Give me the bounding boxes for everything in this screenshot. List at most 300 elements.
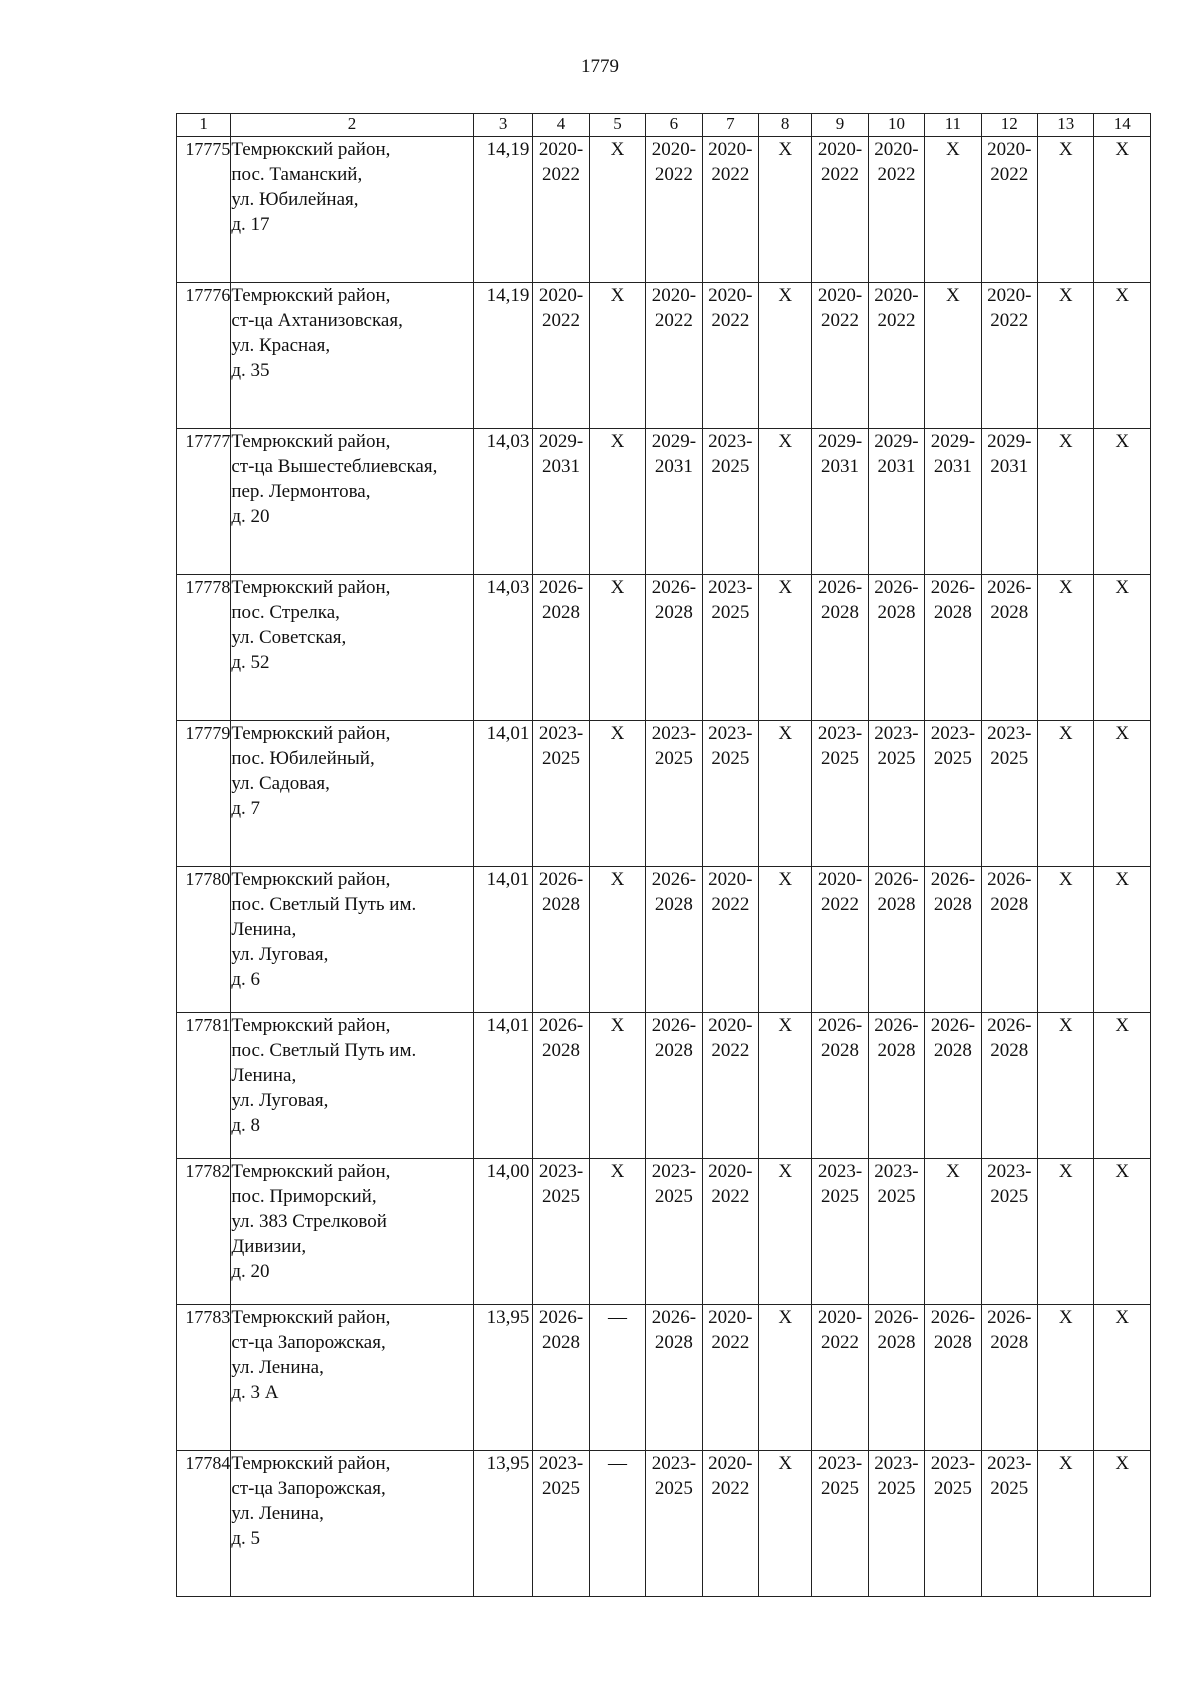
period-value: 2026- — [987, 869, 1032, 890]
period-value: 2026- — [651, 869, 697, 890]
period-value: Х — [1115, 1015, 1130, 1036]
address-line: пос. Приморский, — [231, 1186, 377, 1207]
row-number: 17784 — [177, 1451, 231, 1597]
table-row — [177, 1159, 1151, 1305]
period-value: Х — [610, 869, 625, 890]
period-cell-col-11 — [925, 429, 981, 575]
period-value: 2022 — [654, 164, 693, 185]
period-cell-col-6 — [646, 721, 702, 867]
address-line: ул. Ленина, — [231, 1503, 324, 1524]
period-cell-col-12 — [981, 1159, 1037, 1305]
period-value: 2022 — [542, 310, 581, 331]
period-value: 2028 — [654, 894, 693, 915]
address-line: ул. Садовая, — [231, 773, 330, 794]
area-cell: 13,95 — [473, 1305, 533, 1451]
area-cell: 14,01 — [473, 721, 533, 867]
row-number: 17779 — [177, 721, 231, 867]
period-value: Х — [1058, 1453, 1073, 1474]
period-cell-col-5 — [589, 137, 645, 283]
period-cell-col-9 — [812, 1013, 868, 1159]
period-value: Х — [778, 723, 793, 744]
period-value: 2026- — [930, 1015, 976, 1036]
address-cell — [231, 1305, 473, 1451]
period-value: 2031 — [654, 456, 693, 477]
period-cell-col-8 — [759, 1305, 812, 1451]
period-cell-col-6 — [646, 867, 702, 1013]
period-cell-col-5 — [589, 1305, 645, 1451]
row-number: 17775 — [177, 137, 231, 283]
area-cell: 14,03 — [473, 429, 533, 575]
address-line: ул. Советская, — [231, 627, 347, 648]
row-number: 17777 — [177, 429, 231, 575]
column-header-13: 13 — [1038, 114, 1094, 137]
address-line: ст-ца Вышестеблиевская, — [231, 456, 438, 477]
period-cell-col-5 — [589, 1159, 645, 1305]
period-cell-col-9 — [812, 1451, 868, 1597]
period-value: 2022 — [542, 164, 581, 185]
period-value: 2020- — [708, 869, 753, 890]
address-line: Темрюкский район, — [231, 869, 391, 890]
area-cell: 14,03 — [473, 575, 533, 721]
period-value: 2028 — [542, 1040, 581, 1061]
period-value: Х — [778, 1307, 793, 1328]
period-value: 2022 — [654, 310, 693, 331]
period-value: 2023- — [930, 1453, 976, 1474]
column-header-4: 4 — [533, 114, 589, 137]
period-cell-col-12 — [981, 429, 1037, 575]
period-value: 2026- — [930, 869, 976, 890]
period-cell-col-8 — [759, 1451, 812, 1597]
period-cell-col-8 — [759, 283, 812, 429]
period-value: 2031 — [877, 456, 916, 477]
row-number: 17778 — [177, 575, 231, 721]
period-cell-col-7 — [702, 1159, 758, 1305]
period-cell-col-5 — [589, 575, 645, 721]
period-cell-col-6 — [646, 429, 702, 575]
period-value: 2025 — [711, 602, 750, 623]
period-value: 2026- — [538, 1015, 584, 1036]
period-value: 2020- — [874, 285, 919, 306]
period-value: 2025 — [990, 748, 1029, 769]
period-cell-col-12 — [981, 575, 1037, 721]
period-value: 2026- — [817, 1015, 863, 1036]
header-row — [177, 114, 1151, 137]
period-cell-col-10 — [868, 867, 924, 1013]
period-cell-col-7 — [702, 575, 758, 721]
period-cell-col-13 — [1038, 1451, 1094, 1597]
address-line: пос. Светлый Путь им. — [231, 894, 417, 915]
period-value: Х — [1115, 1307, 1130, 1328]
address-cell — [231, 1159, 473, 1305]
table-row — [177, 575, 1151, 721]
period-value: 2022 — [711, 1040, 750, 1061]
period-cell-col-9 — [812, 429, 868, 575]
address-line: Темрюкский район, — [231, 723, 391, 744]
period-value: Х — [1115, 285, 1130, 306]
period-cell-col-9 — [812, 867, 868, 1013]
period-cell-col-11 — [925, 137, 981, 283]
period-value: Х — [1058, 1015, 1073, 1036]
period-value: 2026- — [538, 869, 584, 890]
period-value: 2025 — [654, 1186, 693, 1207]
period-value: 2020- — [817, 285, 863, 306]
period-value: Х — [946, 285, 960, 306]
period-cell-col-10 — [868, 1159, 924, 1305]
period-value: 2023- — [651, 1161, 697, 1182]
address-line: д. 6 — [231, 969, 260, 990]
period-value: 2020- — [708, 1015, 753, 1036]
column-header-14: 14 — [1094, 114, 1151, 137]
period-value: 2029- — [817, 431, 863, 452]
table-row — [177, 1451, 1151, 1597]
period-cell-col-7 — [702, 1451, 758, 1597]
period-cell-col-13 — [1038, 137, 1094, 283]
period-cell-col-13 — [1038, 429, 1094, 575]
address-line: Ленина, — [231, 919, 297, 940]
period-cell-col-4 — [533, 1451, 589, 1597]
period-value: 2020- — [817, 1307, 863, 1328]
address-cell — [231, 429, 473, 575]
period-cell-col-14 — [1094, 137, 1151, 283]
period-value: 2023- — [651, 1453, 697, 1474]
address-cell — [231, 575, 473, 721]
period-value: Х — [610, 723, 625, 744]
period-value: 2028 — [821, 602, 860, 623]
period-value: 2023- — [987, 723, 1032, 744]
period-value: Х — [1115, 577, 1130, 598]
period-cell-col-10 — [868, 283, 924, 429]
row-number: 17780 — [177, 867, 231, 1013]
period-value: 2028 — [990, 602, 1029, 623]
period-value: Х — [1058, 723, 1073, 744]
period-value: 2020- — [708, 285, 753, 306]
period-cell-col-10 — [868, 1305, 924, 1451]
period-value: 2020- — [538, 285, 584, 306]
period-value: 2022 — [821, 894, 860, 915]
period-value: 2028 — [654, 602, 693, 623]
table-row — [177, 1305, 1151, 1451]
period-value: Х — [1058, 869, 1073, 890]
period-value: 2026- — [874, 869, 919, 890]
address-cell — [231, 867, 473, 1013]
address-line: д. 3 А — [231, 1382, 279, 1403]
period-value: 2025 — [654, 748, 693, 769]
period-value: Х — [610, 285, 625, 306]
period-cell-col-13 — [1038, 867, 1094, 1013]
area-cell: 14,01 — [473, 867, 533, 1013]
period-cell-col-5 — [589, 1451, 645, 1597]
period-cell-col-14 — [1094, 1305, 1151, 1451]
period-value: 2020- — [987, 139, 1032, 160]
register-table-body — [177, 114, 1151, 1597]
table-row — [177, 1013, 1151, 1159]
period-cell-col-12 — [981, 721, 1037, 867]
period-value: 2022 — [711, 1186, 750, 1207]
period-cell-col-12 — [981, 137, 1037, 283]
period-value: 2020- — [874, 139, 919, 160]
period-cell-col-13 — [1038, 721, 1094, 867]
address-line: д. 5 — [231, 1528, 260, 1549]
period-cell-col-14 — [1094, 429, 1151, 575]
address-cell — [231, 137, 473, 283]
table-row — [177, 867, 1151, 1013]
period-value: 2028 — [933, 1040, 972, 1061]
period-value: Х — [610, 139, 625, 160]
period-cell-col-11 — [925, 1451, 981, 1597]
period-value: 2026- — [874, 577, 919, 598]
period-value: Х — [778, 1161, 793, 1182]
period-value: Х — [946, 1161, 960, 1182]
address-line: Ленина, — [231, 1065, 297, 1086]
address-line: д. 8 — [231, 1115, 260, 1136]
period-value: 2020- — [987, 285, 1032, 306]
address-line: Темрюкский район, — [231, 431, 391, 452]
period-value: 2022 — [821, 164, 860, 185]
period-value: 2025 — [542, 1478, 581, 1499]
period-value: 2026- — [538, 1307, 584, 1328]
period-value: Х — [1115, 869, 1130, 890]
period-value: 2023- — [817, 1453, 863, 1474]
table-row — [177, 721, 1151, 867]
period-value: 2022 — [711, 1332, 750, 1353]
period-value: 2023- — [817, 1161, 863, 1182]
address-line: д. 7 — [231, 798, 260, 819]
period-value: 2028 — [933, 894, 972, 915]
period-value: 2020- — [538, 139, 584, 160]
address-cell — [231, 1451, 473, 1597]
period-value: 2028 — [542, 894, 581, 915]
period-value: 2026- — [987, 1015, 1032, 1036]
period-cell-col-14 — [1094, 721, 1151, 867]
period-value: Х — [610, 431, 625, 452]
period-cell-col-14 — [1094, 867, 1151, 1013]
period-value: 2026- — [930, 1307, 976, 1328]
period-cell-col-7 — [702, 137, 758, 283]
address-line: Темрюкский район, — [231, 1453, 391, 1474]
table-row — [177, 137, 1151, 283]
period-value: 2029- — [930, 431, 976, 452]
period-value: 2031 — [542, 456, 581, 477]
period-cell-col-11 — [925, 1159, 981, 1305]
period-cell-col-6 — [646, 283, 702, 429]
column-header-1: 1 — [177, 114, 231, 137]
address-line: ст-ца Запорожская, — [231, 1478, 386, 1499]
column-header-5: 5 — [589, 114, 645, 137]
period-cell-col-12 — [981, 283, 1037, 429]
period-cell-col-11 — [925, 1013, 981, 1159]
period-cell-col-4 — [533, 1305, 589, 1451]
period-value: Х — [778, 285, 793, 306]
period-value: Х — [778, 139, 793, 160]
period-cell-col-7 — [702, 283, 758, 429]
period-cell-col-10 — [868, 1013, 924, 1159]
period-value: Х — [610, 1161, 625, 1182]
area-cell: 14,00 — [473, 1159, 533, 1305]
address-line: пер. Лермонтова, — [231, 481, 371, 502]
period-cell-col-4 — [533, 1159, 589, 1305]
period-value: 2020- — [817, 139, 863, 160]
period-value: Х — [1115, 139, 1130, 160]
period-cell-col-10 — [868, 721, 924, 867]
period-value: 2023- — [987, 1453, 1032, 1474]
period-value: 2022 — [990, 310, 1029, 331]
period-cell-col-7 — [702, 1013, 758, 1159]
period-value: 2022 — [711, 1478, 750, 1499]
period-value: Х — [1115, 431, 1130, 452]
address-line: Темрюкский район, — [231, 139, 391, 160]
period-value: 2028 — [990, 1040, 1029, 1061]
period-value: 2028 — [933, 602, 972, 623]
period-cell-col-9 — [812, 575, 868, 721]
period-value: 2020- — [708, 1453, 753, 1474]
address-line: пос. Стрелка, — [231, 602, 340, 623]
period-cell-col-8 — [759, 1013, 812, 1159]
period-value: 2022 — [877, 164, 916, 185]
period-value: 2025 — [877, 748, 916, 769]
period-cell-col-11 — [925, 283, 981, 429]
address-line: Темрюкский район, — [231, 285, 391, 306]
period-value: Х — [1058, 285, 1073, 306]
period-value: Х — [778, 577, 793, 598]
address-line: ст-ца Ахтанизовская, — [231, 310, 403, 331]
period-value: 2025 — [877, 1478, 916, 1499]
column-header-7: 7 — [702, 114, 758, 137]
period-cell-col-9 — [812, 721, 868, 867]
period-value: 2028 — [877, 1040, 916, 1061]
period-cell-col-13 — [1038, 1305, 1094, 1451]
period-value: 2020- — [651, 285, 697, 306]
period-cell-col-8 — [759, 721, 812, 867]
period-value: 2026- — [874, 1307, 919, 1328]
period-cell-col-7 — [702, 429, 758, 575]
period-value: 2028 — [542, 602, 581, 623]
period-value: 2020- — [708, 1307, 753, 1328]
period-cell-col-8 — [759, 137, 812, 283]
address-line: д. 35 — [231, 360, 270, 381]
period-value: 2023- — [651, 723, 697, 744]
period-value: 2029- — [987, 431, 1032, 452]
period-value: 2026- — [874, 1015, 919, 1036]
period-value: 2028 — [542, 1332, 581, 1353]
address-line: Темрюкский район, — [231, 577, 391, 598]
period-value: 2023- — [817, 723, 863, 744]
column-header-11: 11 — [925, 114, 981, 137]
period-value: Х — [610, 577, 625, 598]
period-value: Х — [778, 1015, 793, 1036]
period-cell-col-10 — [868, 137, 924, 283]
period-value: 2022 — [711, 310, 750, 331]
period-value: 2026- — [930, 577, 976, 598]
column-header-12: 12 — [981, 114, 1037, 137]
address-line: ст-ца Запорожская, — [231, 1332, 386, 1353]
period-cell-col-6 — [646, 1305, 702, 1451]
period-value: 2025 — [990, 1186, 1029, 1207]
period-value: 2028 — [821, 1040, 860, 1061]
period-cell-col-12 — [981, 1013, 1037, 1159]
period-value: 2025 — [821, 1186, 860, 1207]
period-cell-col-10 — [868, 429, 924, 575]
register-table — [176, 113, 1151, 1597]
address-line: Темрюкский район, — [231, 1161, 391, 1182]
period-value: 2023- — [874, 1161, 919, 1182]
period-value: 2028 — [877, 602, 916, 623]
period-value: Х — [778, 1453, 793, 1474]
period-value: 2026- — [987, 1307, 1032, 1328]
period-cell-col-4 — [533, 867, 589, 1013]
period-value: 2029- — [538, 431, 584, 452]
column-header-8: 8 — [759, 114, 812, 137]
period-cell-col-14 — [1094, 575, 1151, 721]
period-value: 2029- — [651, 431, 697, 452]
period-cell-col-6 — [646, 1451, 702, 1597]
address-line: ул. Красная, — [231, 335, 331, 356]
address-line: Темрюкский район, — [231, 1015, 391, 1036]
period-cell-col-10 — [868, 575, 924, 721]
address-line: ул. 383 Стрелковой — [231, 1211, 387, 1232]
period-value: Х — [778, 869, 793, 890]
period-cell-col-13 — [1038, 1159, 1094, 1305]
column-header-10: 10 — [868, 114, 924, 137]
period-cell-col-8 — [759, 867, 812, 1013]
column-header-6: 6 — [646, 114, 702, 137]
period-cell-col-5 — [589, 867, 645, 1013]
address-line: д. 52 — [231, 652, 270, 673]
address-cell — [231, 283, 473, 429]
period-cell-col-11 — [925, 721, 981, 867]
address-line: ул. Юбилейная, — [231, 189, 359, 210]
period-value: Х — [1058, 1161, 1073, 1182]
period-value: — — [607, 1453, 627, 1474]
period-value: Х — [1058, 1307, 1073, 1328]
address-line: Темрюкский район, — [231, 1307, 391, 1328]
period-cell-col-4 — [533, 137, 589, 283]
period-value: 2025 — [990, 1478, 1029, 1499]
period-value: 2020- — [817, 869, 863, 890]
period-value: Х — [1115, 1161, 1130, 1182]
period-cell-col-5 — [589, 429, 645, 575]
period-value: 2026- — [651, 1015, 697, 1036]
period-cell-col-7 — [702, 867, 758, 1013]
address-line: д. 20 — [231, 1261, 270, 1282]
period-cell-col-4 — [533, 283, 589, 429]
period-value: 2022 — [821, 1332, 860, 1353]
period-value: 2020- — [708, 1161, 753, 1182]
period-cell-col-8 — [759, 1159, 812, 1305]
period-value: 2023- — [708, 431, 753, 452]
period-cell-col-12 — [981, 1451, 1037, 1597]
period-cell-col-4 — [533, 429, 589, 575]
period-value: 2025 — [711, 748, 750, 769]
area-cell: 14,19 — [473, 283, 533, 429]
period-value: 2023- — [708, 577, 753, 598]
period-value: 2025 — [654, 1478, 693, 1499]
row-number: 17783 — [177, 1305, 231, 1451]
period-value: Х — [1058, 139, 1073, 160]
period-value: 2031 — [821, 456, 860, 477]
period-value: Х — [1058, 431, 1073, 452]
column-header-9: 9 — [812, 114, 868, 137]
period-value: 2023- — [930, 723, 976, 744]
period-value: 2026- — [651, 1307, 697, 1328]
table-row — [177, 429, 1151, 575]
period-cell-col-4 — [533, 575, 589, 721]
period-value: 2023- — [874, 1453, 919, 1474]
period-cell-col-4 — [533, 721, 589, 867]
period-value: 2025 — [711, 456, 750, 477]
period-cell-col-6 — [646, 137, 702, 283]
address-line: пос. Таманский, — [231, 164, 363, 185]
period-cell-col-13 — [1038, 1013, 1094, 1159]
